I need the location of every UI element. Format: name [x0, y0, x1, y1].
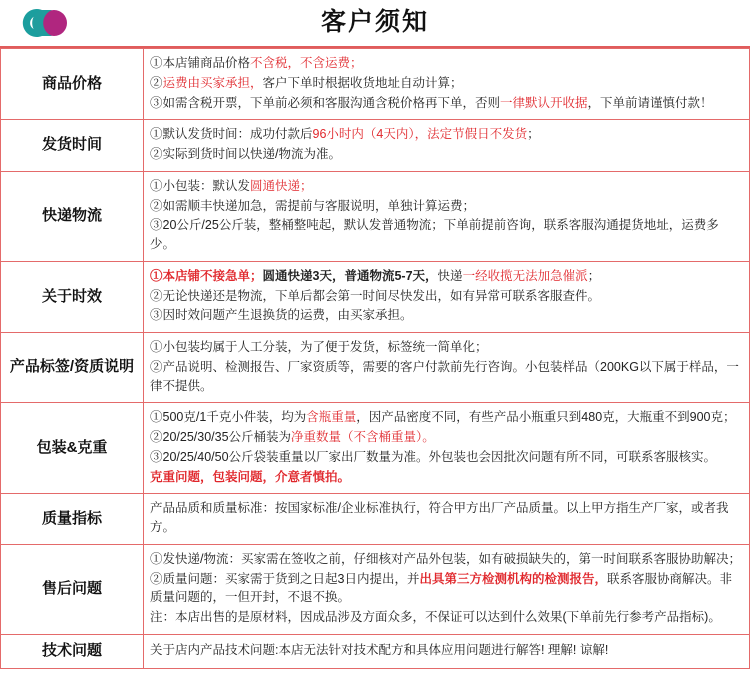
content-segment: 产品品质和质量标准：按国家标准/企业标准执行，符合甲方出厂产品质量。以上甲方指生产厂家，或者我方。: [150, 501, 729, 534]
content-segment: 注：本店出售的是原材料，因成品涉及方面众多，不保证可以达到什么效果(下单前先行参考产品指标)。: [150, 610, 721, 624]
content-line: [150, 54, 743, 73]
table-row: [1, 494, 750, 545]
content-segment: ；: [527, 127, 540, 142]
content-segment: ①发快递/物流：买家需在签收之前，仔细核对产品外包装，如有破损缺失的，第一时间联系客服协助解决；: [150, 551, 741, 566]
content-line: [150, 267, 743, 286]
content-segment: 出具第三方检测机构的检测报告，: [419, 571, 607, 586]
content-segment: 克重问题，包装问题，介意者慎拍。: [150, 469, 351, 484]
row-content: [144, 261, 750, 332]
page-title: 客户须知: [320, 8, 429, 36]
content-line: [150, 306, 743, 325]
content-line: [150, 177, 743, 196]
content-segment: ②无论快递还是物流，下单后都会第一时间尽快发出，如有异常可联系客服查件。: [150, 288, 601, 303]
table-row: [1, 403, 750, 494]
content-line: [150, 74, 743, 93]
row-label: 技术问题: [1, 634, 144, 668]
content-line: [150, 145, 743, 164]
row-label: 质量指标: [1, 494, 144, 545]
content-segment: ③如需含税开票，下单前必须和客服沟通含税价格再下单，否则: [150, 95, 501, 110]
content-line: [150, 428, 743, 447]
content-segment: ②如需顺丰快递加急，需提前与客服说明，单独计算运费；: [150, 198, 476, 213]
content-line: [150, 358, 743, 396]
page-header: [0, 0, 750, 48]
content-line: [150, 570, 743, 608]
row-content: [144, 634, 750, 668]
content-line: [150, 641, 743, 660]
row-label: 关于时效: [1, 261, 144, 332]
content-line: [150, 125, 743, 144]
row-label: 产品标签/资质说明: [1, 333, 144, 403]
content-segment: ②实际到货时间以快递/物流为准。: [150, 147, 341, 161]
content-line: [150, 448, 743, 467]
content-segment: ，因产品密度不同，有些产品小瓶重只到480克，大瓶重不到900克；: [356, 410, 736, 425]
row-label: 售后问题: [1, 544, 144, 634]
content-line: [150, 338, 743, 357]
row-content: [144, 333, 750, 403]
content-segment: ③因时效问题产生退换货的运费，由买家承担。: [150, 308, 413, 323]
content-segment: ①小包装：默认发: [150, 178, 251, 193]
content-segment: 快递: [437, 268, 463, 283]
table-row: [1, 544, 750, 634]
content-line: [150, 216, 743, 254]
row-content: [144, 49, 750, 120]
content-segment: ③20公斤/25公斤装，整桶整吨起，默认发普通物流；下单前提前咨询，联系客服沟通提货地址，运费多少。: [150, 218, 719, 251]
row-label: 商品价格: [1, 49, 144, 120]
content-segment: ①本店铺不接急单；: [150, 268, 263, 283]
content-segment: ①本店铺商品价格: [150, 56, 251, 70]
row-content: [144, 403, 750, 494]
content-segment: 运费由买家承担，: [162, 75, 263, 90]
table-row: [1, 333, 750, 403]
content-segment: 圆通快递3天，普通物流5-7天，: [262, 268, 438, 283]
company-logo: [8, 2, 86, 44]
notice-table-body: [1, 49, 750, 669]
row-content: [144, 171, 750, 261]
row-content: [144, 544, 750, 634]
content-segment: 一经收揽无法加急催派: [462, 268, 588, 283]
content-segment: 一律默认开收据: [500, 95, 588, 110]
content-segment: ①默认发货时间：成功付款后: [150, 127, 313, 142]
content-segment: ②: [150, 75, 163, 90]
content-line: [150, 468, 743, 487]
content-line: [150, 499, 743, 537]
notice-table: [0, 48, 750, 669]
content-line: [150, 197, 743, 216]
row-content: [144, 494, 750, 545]
content-segment: 96小时内（4天内），法定节假日不发货: [312, 127, 528, 142]
content-segment: ③20/25/40/50公斤袋装重量以厂家出厂数量为准。外包装也会因批次问题有所不同，可联系客服核实。: [150, 449, 717, 464]
table-row: [1, 49, 750, 120]
content-line: [150, 408, 743, 427]
content-segment: 圆通快递；: [250, 178, 313, 193]
content-segment: 净重数量（不含桶重量）。: [291, 430, 435, 444]
content-segment: ②20/25/30/35公斤桶装为: [150, 430, 292, 444]
content-segment: 关于店内产品技术问题:本店无法针对技术配方和具体应用问题进行解答! 理解! 谅解!: [150, 642, 609, 657]
row-content: [144, 120, 750, 172]
row-label: 包装&克重: [1, 403, 144, 494]
content-segment: 客户下单时根据收货地址自动计算；: [262, 75, 463, 90]
content-line: [150, 94, 743, 113]
content-segment: 不含税，不含运费；: [250, 56, 363, 70]
table-row: [1, 634, 750, 668]
content-segment: ②产品说明、检测报告、厂家资质等，需要的客户付款前先行咨询。小包装样品（200KG以下属于样品，一律不提供。: [150, 359, 739, 393]
table-row: [1, 171, 750, 261]
content-segment: ，下单前请谨慎付款！: [587, 95, 713, 110]
content-segment: ；: [587, 268, 601, 283]
content-line: [150, 287, 743, 306]
content-segment: ①小包装均属于人工分装，为了便于发货，标签统一简单化；: [150, 340, 488, 354]
table-row: [1, 120, 750, 172]
content-segment: 联系客服协商解决。非质量问题的，一但开封，不退不换。: [150, 571, 732, 605]
table-row: [1, 261, 750, 332]
content-line: [150, 608, 743, 627]
content-line: [150, 550, 743, 569]
row-label: 快递物流: [1, 171, 144, 261]
content-segment: ①500克/1千克小件装，均为: [150, 410, 307, 425]
content-segment: ②质量问题：买家需于货到之日起3日内提出，并: [150, 571, 420, 586]
row-label: 发货时间: [1, 120, 144, 172]
content-segment: 含瓶重量: [306, 410, 357, 425]
